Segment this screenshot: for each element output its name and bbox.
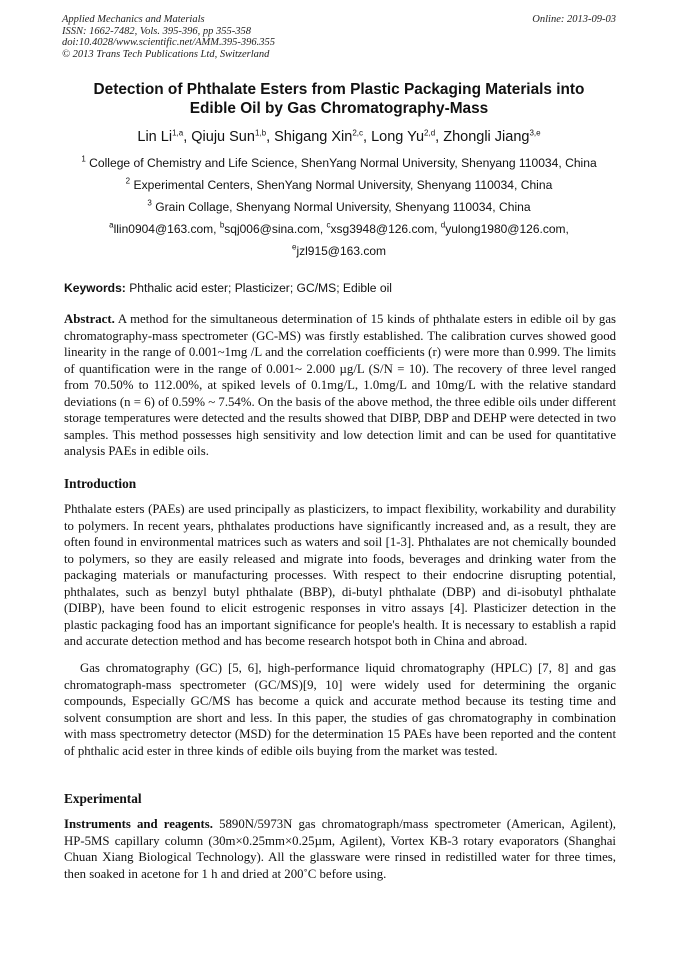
author-name: Long Yu — [371, 129, 425, 145]
email-address[interactable]: sqj006@sina.com, — [224, 222, 327, 236]
author-name: Zhongli Jiang — [443, 129, 530, 145]
email-line-1 — [40, 222, 638, 236]
email-address[interactable]: yulong1980@126.com, — [445, 222, 569, 236]
author-list — [40, 129, 638, 145]
instruments-label: Instruments and reagents. — [64, 817, 213, 831]
author-separator: , — [363, 129, 372, 145]
introduction-paragraph-1: Phthalate esters (PAEs) are used principally as plasticizers, to impact flexibility, workability and durability to polymers. In recent years, phthalates productions have significantly increased and, as a result, they are often found in environmental matrices such as waters and soil [1-3]. Phthalates are not chemically bounded to polymers, so they are easily released and migrate into foods, beverages and drinking water from the packaging materials or manufacturing processes. With respect to their endocrine disrupting potential, phthalates, such as benzyl butyl phthalate (BBP), di-butyl phthalate (DBP) and di-isobutyl phthalate (DIBP), have been found to elicit estrogenic responses in vitro assays [4]. Plasticizer detection in the plastic packaging food has an important significance for people's health. It is necessary to establish a rapid and accurate detection method and has become research hotspot both in China and abroad. — [64, 502, 616, 648]
keywords-label: Keywords: — [64, 281, 126, 295]
author-name: Shigang Xin — [274, 129, 353, 145]
affiliation-3 — [40, 200, 638, 214]
author-separator: , — [266, 129, 275, 145]
title-line-1: Detection of Phthalate Esters from Plastic Packaging Materials into — [93, 81, 585, 98]
author-affiliation-mark: 2,c — [352, 128, 363, 138]
email-address[interactable]: jzl915@163.com — [296, 244, 386, 258]
affiliation-1 — [40, 156, 638, 170]
email-mark: b — [219, 220, 225, 230]
email-mark: a — [109, 220, 114, 230]
abstract-text: A method for the simultaneous determination of 15 kinds of phthalate esters in edible oil by gas chromatography-mass spectrometer (GC-MS) was firstly established. The calibration curves showed good linearity in the range of 0.001~1mg /L and the correlation coefficients (r) were more than 0.999. The limits of quantification were in the range of 0.001~ 2.000 µg/L (S/N = 10). The recovery of three level ranged from 70.50% to 112.00%, at spiked levels of 0.1mg/L, 1.0mg/L and 10mg/L with the relative standard deviations (n = 6) of 0.59% ~ 7.54%. On the basis of the above method, the three edible oils under different storage temperatures were detected and the results showed that DIBP, DBP and DEHP were detected in two samples. This method possesses high sensitivity and low detection limit and can be used for quantitative analysis PAEs in edible oils. — [64, 312, 616, 458]
email-mark: e — [291, 242, 297, 252]
doi-line: doi:10.4028/www.scientific.net/AMM.395-396.355 — [62, 37, 275, 49]
email-address[interactable]: llin0904@163.com, — [113, 222, 220, 236]
author-separator: , — [435, 129, 444, 145]
keywords — [64, 281, 616, 295]
introduction-paragraph-2: Gas chromatography (GC) [5, 6], high-performance liquid chromatography (HPLC) [7, 8] and gas chromatograph-mass spectrometer (GC/MS)[9, 10] were widely used for determining the organic compounds, Especially GC/MS has become a quick and accurate method because its testing time and solvent consumption are short and less. In this paper, the studies of gas chromatography in combination with mass spectrometry detector (MSD) for the determination 15 PAEs have been reported and the content of phthalic acid ester in three kinds of edible oils buying from the market was tested. — [64, 661, 616, 758]
title-line-2: Edible Oil by Gas Chromatography-Mass — [189, 99, 489, 117]
keywords-text: Phthalic acid ester; Plasticizer; GC/MS; Edible oil — [125, 281, 392, 295]
author-affiliation-mark: 2,d — [424, 128, 436, 138]
online-date: Online: 2013-09-03 — [532, 14, 616, 25]
author-affiliation-mark: 3,e — [529, 128, 541, 138]
experimental-heading: Experimental — [64, 791, 142, 806]
author-name: Qiuju Sun — [191, 129, 255, 145]
issn-line: ISSN: 1662-7482, Vols. 395-396, pp 355-358 — [62, 25, 251, 37]
copyright-line: © 2013 Trans Tech Publications Ltd, Switzerland — [62, 48, 270, 60]
paper-title — [70, 81, 608, 118]
abstract-paragraph — [64, 311, 616, 460]
author-affiliation-mark: 1,a — [172, 128, 184, 138]
email-line-2 — [40, 244, 638, 258]
instruments-paragraph — [64, 816, 616, 882]
abstract-label: Abstract. — [64, 312, 115, 326]
introduction-heading: Introduction — [64, 476, 137, 491]
email-address[interactable]: xsg3948@126.com, — [330, 222, 441, 236]
author-separator: , — [183, 129, 192, 145]
affiliation-2 — [40, 178, 638, 192]
email-mark: d — [440, 220, 446, 230]
author-affiliation-mark: 1,b — [254, 128, 267, 138]
affiliation-mark: 2 — [125, 176, 131, 186]
running-header — [62, 14, 616, 60]
author-name: Lin Li — [137, 129, 173, 145]
affiliation-text: College of Chemistry and Life Science, ShenYang Normal University, Shenyang 110034, China — [89, 156, 597, 170]
affiliation-text: Grain Collage, Shenyang Normal University, Shenyang 110034, China — [155, 200, 531, 214]
affiliation-text: Experimental Centers, ShenYang Normal University, Shenyang 110034, China — [133, 178, 553, 192]
affiliation-mark: 3 — [147, 198, 152, 208]
email-mark: c — [326, 220, 331, 230]
affiliation-mark: 1 — [81, 154, 86, 164]
journal-name: Applied Mechanics and Materials — [62, 14, 205, 25]
instruments-text: 5890N/5973N gas chromatograph/mass spectrometer (American, Agilent), HP-5MS capillary column (30m×0.25mm×0.25µm, Agilent), Vortex KB-3 rotary evaporators (Shanghai Chuan Xiang Biological Technology). All the glassware were rinsed in redistilled water for three times, then soaked in acetone for 1 h and dried at 200˚C before using. — [64, 817, 616, 881]
